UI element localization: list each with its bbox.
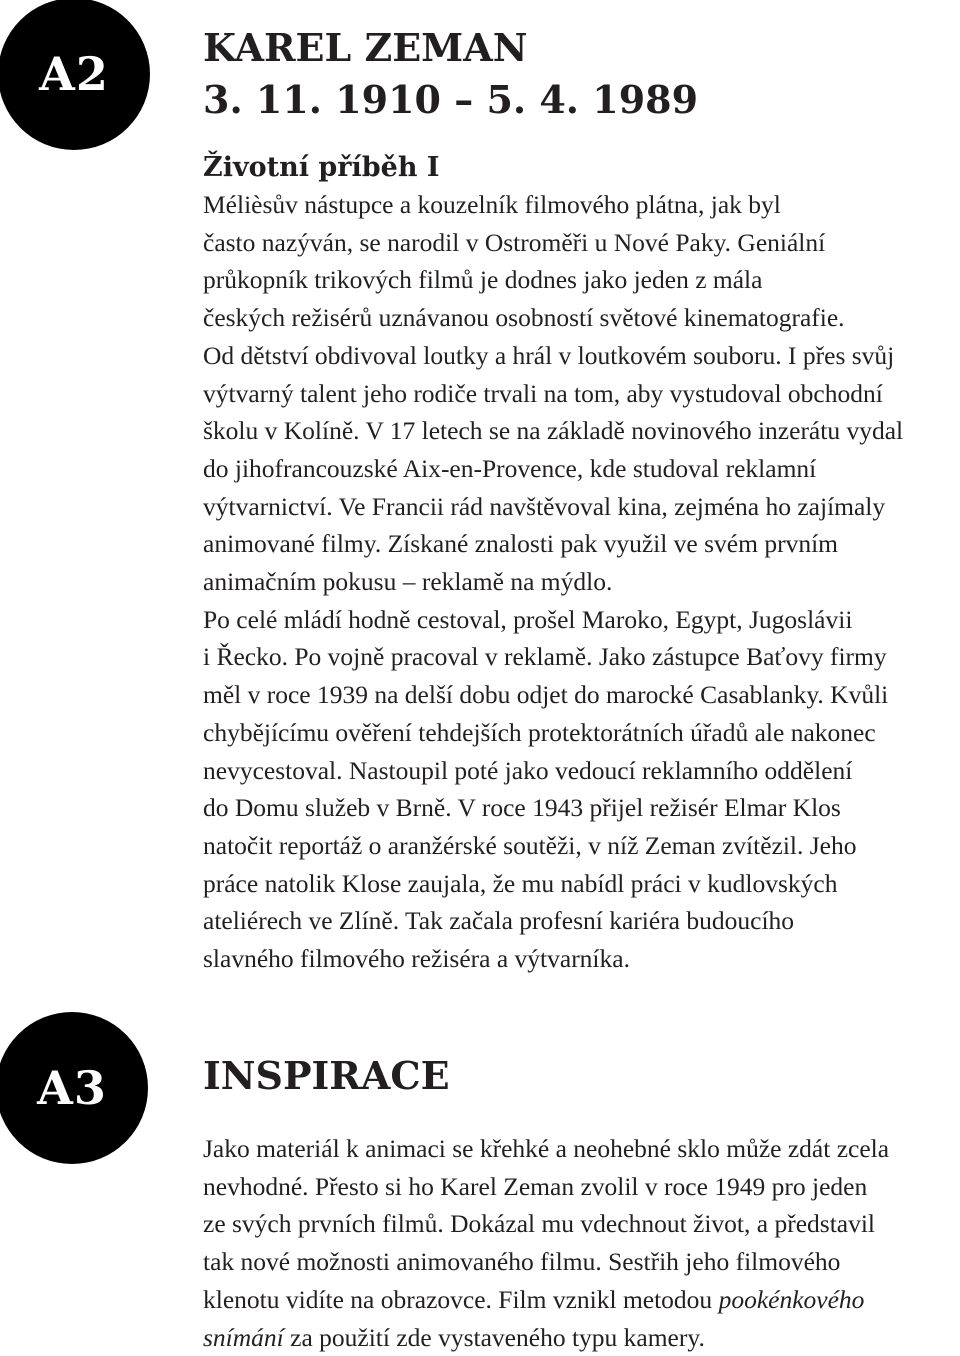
text-line: měl v roce 1939 na delší dobu odjet do marocké Casablanky. Kvůli <box>203 680 889 710</box>
text-span: za použití zde vystaveného typu kamery. <box>283 1322 705 1352</box>
biography-text <box>203 186 955 978</box>
text-line: animačním pokusu – reklamě na mýdlo. <box>203 567 613 597</box>
person-name: KAREL ZEMAN <box>203 25 528 70</box>
text-line: průkopník trikových filmů je dodnes jako jeden z mála <box>203 265 763 295</box>
text-line: chybějícímu ověření tehdejších protektorátních úřadů ale nakonec <box>203 717 876 747</box>
text-line: Po celé mládí hodně cestoval, prošel Maroko, Egypt, Jugoslávii <box>203 604 853 634</box>
section-inspiration <box>203 1050 955 1356</box>
emphasized-term: pookénkového <box>718 1284 865 1314</box>
text-line: českých režisérů uznávanou osobností světové kinematografie. <box>203 303 845 333</box>
section-badge-a2 <box>0 0 150 150</box>
badge-label: A2 <box>39 47 109 101</box>
text-line: tak nové možnosti animovaného filmu. Sestřih jeho filmového <box>203 1247 841 1277</box>
life-dates: 3. 11. 1910 – 5. 4. 1989 <box>203 77 699 122</box>
text-line: slavného filmového režiséra a výtvarníka. <box>203 944 630 974</box>
text-line: i Řecko. Po vojně pracoval v reklamě. Jako zástupce Baťovy firmy <box>203 642 887 672</box>
text-line: Jako materiál k animaci se křehké a neohebné sklo může zdát zcela <box>203 1134 890 1163</box>
section-subheading: Životní příběh I <box>203 152 440 183</box>
text-line: ze svých prvních filmů. Dokázal mu vdechnout život, a představil <box>203 1209 876 1239</box>
text-span: klenotu vidíte na obrazovce. Film vznikl metodou <box>203 1284 719 1314</box>
section-title: INSPIRACE <box>203 1053 450 1098</box>
inspiration-text <box>203 1130 955 1356</box>
text-line: do Domu služeb v Brně. V roce 1943 přijel režisér Elmar Klos <box>203 793 841 823</box>
text-line: animované filmy. Získané znalosti pak využil ve svém prvním <box>203 529 838 559</box>
text-line: Méliѐsův nástupce a kouzelník filmového plátna, jak byl <box>203 190 781 219</box>
emphasized-term: snímání <box>203 1322 284 1352</box>
text-line: výtvarný talent jeho rodiče trvali na tom, aby vystudoval obchodní <box>203 378 883 408</box>
text-line: ateliérech ve Zlíně. Tak začala profesní kariéra budoucího <box>203 906 795 936</box>
text-line: do jihofrancouzské Aix-en-Provence, kde studoval reklamní <box>203 453 817 483</box>
text-line-with-term <box>203 1319 955 1356</box>
text-line: nevhodné. Přesto si ho Karel Zeman zvolil v roce 1949 pro jeden <box>203 1171 868 1201</box>
text-line: výtvarnictví. Ve Francii rád navštěvoval kina, zejména ho zajímaly <box>203 491 886 521</box>
text-line-with-term <box>203 1281 955 1319</box>
section-badge-a3 <box>0 1012 148 1164</box>
text-line: často nazýván, se narodil v Ostroměři u Nové Paky. Geniální <box>203 227 826 257</box>
text-line: Od dětství obdivoval loutky a hrál v loutkovém souboru. I přes svůj <box>203 340 895 370</box>
badge-label: A3 <box>37 1061 107 1115</box>
text-line: práce natolik Klose zaujala, že mu nabídl práci v kudlovských <box>203 868 838 898</box>
text-line: nevycestoval. Nastoupil poté jako vedoucí reklamního oddělení <box>203 755 853 785</box>
text-line: školu v Kolíně. V 17 letech se na základě novinového inzerátu vydal <box>203 416 904 446</box>
section-biography <box>203 22 955 978</box>
text-line: natočit reportáž o aranžérské soutěži, v níž Zeman zvítězil. Jeho <box>203 830 857 860</box>
